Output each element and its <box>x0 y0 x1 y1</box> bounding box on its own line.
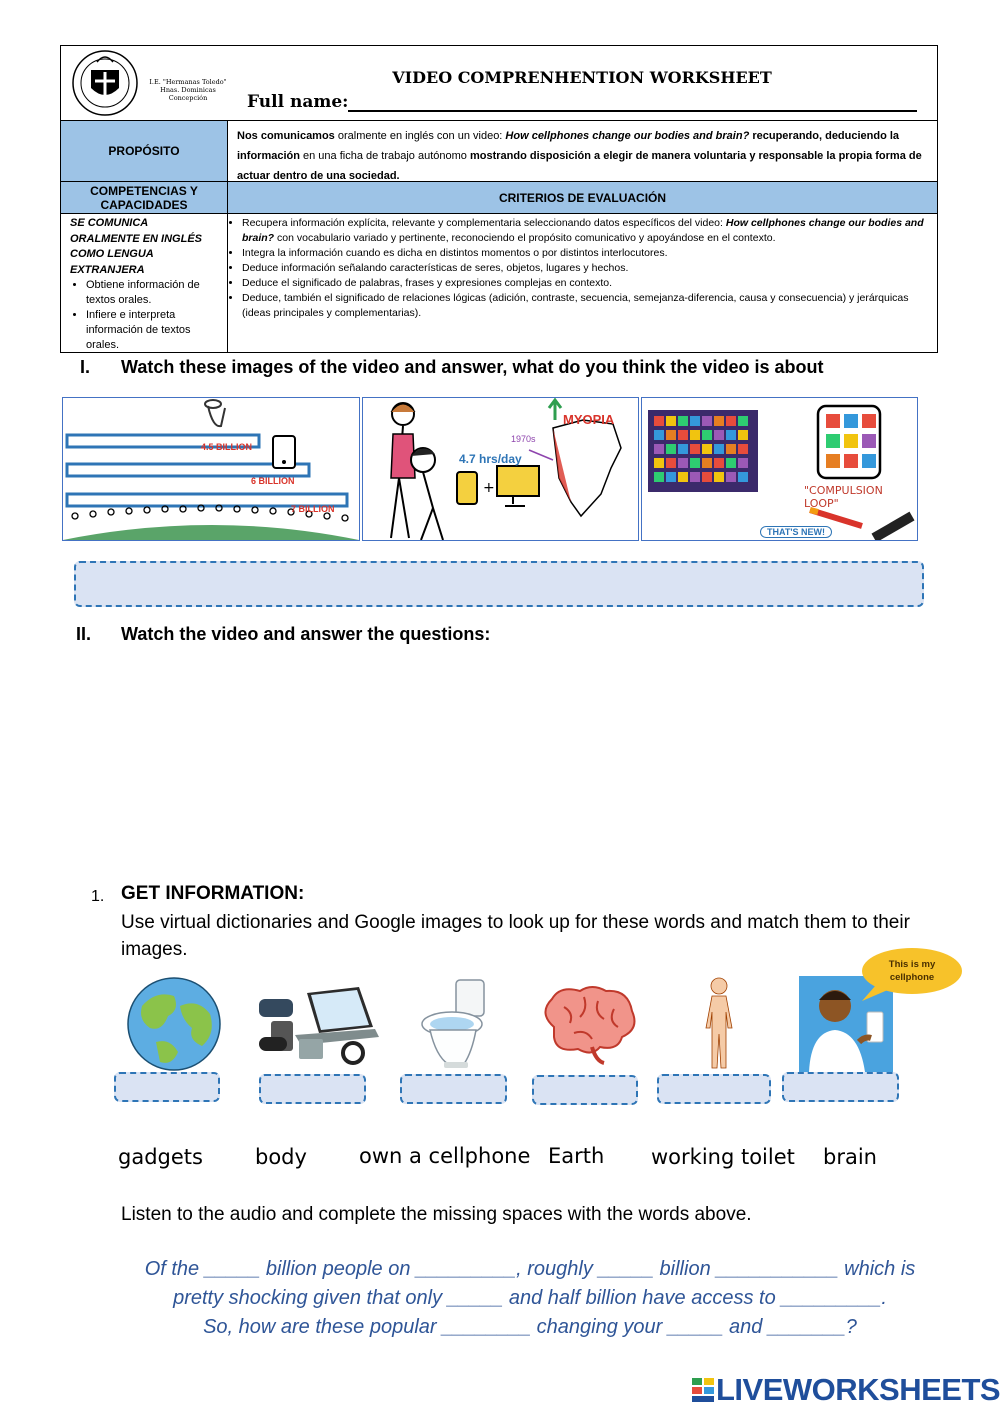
school-line-2: Hnas. Dominicas <box>160 86 216 94</box>
thats-new-label: THAT'S NEW! <box>760 526 832 538</box>
brain-image <box>534 983 640 1065</box>
match-input-toilet-image[interactable] <box>400 1074 507 1104</box>
activity-1-number: 1. <box>91 888 105 905</box>
word-gadgets[interactable]: gadgets <box>118 1145 203 1169</box>
criterios-block <box>230 216 935 321</box>
match-input-body-image[interactable] <box>657 1074 771 1104</box>
bar-label-2: 6 BILLION <box>251 476 295 486</box>
cloze-line-3: So, how are these popular ________ changing your _____ and _______? <box>203 1316 857 1338</box>
speech-bubble-text: This is my cellphone <box>888 959 936 983</box>
word-working-toilet[interactable]: working toilet <box>651 1145 795 1169</box>
word-earth[interactable]: Earth <box>548 1144 605 1168</box>
criterios-list <box>230 216 935 321</box>
human-body-image <box>694 976 744 1072</box>
compulsion-loop-label: "COMPULSION LOOP" <box>804 484 883 510</box>
match-input-gadgets-image[interactable] <box>259 1074 366 1104</box>
criterio-item: • Deduce información señalando características de seres, objetos, lugares y hechos. <box>242 261 935 276</box>
school-logo-cell <box>61 46 227 120</box>
section-2-heading: Watch the video and answer the questions: <box>121 624 491 644</box>
population-illustration <box>63 398 359 540</box>
gadgets-image <box>255 983 379 1067</box>
match-input-cellphone-image[interactable] <box>782 1072 899 1102</box>
school-line-3: Concepción <box>168 94 208 102</box>
title-cell <box>227 46 937 120</box>
bar-label-3: 7 BILLION <box>291 504 335 514</box>
capacidad-item: • Obtiene información de textos orales. <box>86 278 220 308</box>
proposito-part-4: recuperando, deduciendo la <box>749 130 900 142</box>
video-still-screen-time <box>362 397 639 541</box>
competencias-label: COMPETENCIAS Y CAPACIDADES <box>90 183 198 212</box>
fullname-label: Full name: <box>247 92 349 112</box>
header-table <box>60 45 938 353</box>
fullname-row <box>247 90 917 112</box>
criterio-1-a: Recupera información explícita, relevante y complementaria seleccionando datos específicos del video: <box>242 217 726 229</box>
word-own-a-cellphone[interactable]: own a cellphone <box>359 1144 531 1168</box>
section-2-numeral: II. <box>76 624 92 644</box>
match-input-earth-image[interactable] <box>114 1072 220 1102</box>
criterio-item: • Integra la información cuando es dicha en distintos momentos o por distintos interlocutores. <box>242 246 935 261</box>
word-brain[interactable]: brain <box>823 1145 877 1169</box>
criterio-1-video-title: How cellphones change our bodies and brain? <box>242 217 924 244</box>
earth-globe-image <box>122 976 226 1072</box>
capacidad-item: • Infiere e interpreta información de textos orales. <box>86 308 220 353</box>
proposito-part-2: oralmente en inglés con un video: <box>334 130 506 142</box>
video-still-population <box>62 397 360 541</box>
compulsion-loop-illustration <box>642 398 917 540</box>
capacidades-list <box>70 278 220 353</box>
proposito-text <box>237 126 927 186</box>
school-crest-icon <box>65 48 145 118</box>
word-body[interactable]: body <box>255 1145 307 1169</box>
decade-label: 1970s <box>511 434 536 444</box>
school-line-1: I.E. "Hermanas Toledo" <box>149 78 227 86</box>
criterio-item <box>242 216 935 246</box>
section-1-answer-input[interactable] <box>74 561 924 607</box>
proposito-part-1: Nos comunicamos <box>237 130 335 142</box>
fullname-field[interactable] <box>348 90 917 112</box>
cloze-line-1: Of the _____ billion people on _________, roughly _____ billion ___________ which is <box>144 1258 916 1280</box>
svg-text:+: + <box>483 480 495 496</box>
competencia-block <box>70 216 220 353</box>
proposito-label: PROPÓSITO <box>108 144 180 158</box>
proposito-part-7: mostrando disposición a elegir de manera voluntaria y responsable la propia forma de actuar dentro de una sociedad. <box>237 150 922 182</box>
cloze-line-2: pretty shocking given that only _____ and half billion have access to _________. <box>173 1287 887 1309</box>
liveworksheets-brand: LIVEWORKSHEETS <box>716 1372 1000 1407</box>
criterio-1-c: con vocabulario variado y pertinente, reconociendo el propósito comunicativo y apoyándose en el contexto. <box>274 232 776 244</box>
proposito-video-title: How cellphones change our bodies and brain? <box>505 130 750 142</box>
activity-1-instructions: Use virtual dictionaries and Google images to look up for these words and match them to their images. <box>121 912 910 960</box>
proposito-part-5: información <box>237 150 300 162</box>
school-name <box>149 78 227 102</box>
criterios-label: CRITERIOS DE EVALUACIÓN <box>498 190 667 205</box>
activity-1-title: GET INFORMATION: <box>121 883 305 904</box>
listen-instruction: Listen to the audio and complete the missing spaces with the words above. <box>121 1204 752 1225</box>
section-1-numeral: I. <box>80 357 91 377</box>
liveworksheets-logo-icon <box>692 1378 714 1402</box>
criterio-item: • Deduce, también el significado de relaciones lógicas (adición, contraste, secuencia, semejanza-diferencia, causa y consecuencia) y jerárquicas (ideas principales y complementarias). <box>242 291 935 321</box>
section-1-heading: Watch these images of the video and answer, what do you think the video is about <box>121 357 824 377</box>
myopia-label: MYOPIA <box>563 412 615 427</box>
proposito-part-6: en una ficha de trabajo autónomo <box>299 150 470 162</box>
competencia-title: SE COMUNICA ORALMENTE EN INGLÉS COMO LENGUA EXTRANJERA <box>70 217 203 276</box>
hours-label: 4.7 hrs/day <box>459 452 522 466</box>
match-input-brain-image[interactable] <box>532 1075 638 1105</box>
criterio-item: • Deduce el significado de palabras, frases y expresiones complejas en contexto. <box>242 276 935 291</box>
video-still-compulsion-loop <box>641 397 918 541</box>
worksheet-title: VIDEO COMPRENHENTION WORKSHEET <box>392 68 772 87</box>
toilet-image <box>418 976 494 1072</box>
bar-label-1: 4.5 BILLION <box>201 442 253 452</box>
